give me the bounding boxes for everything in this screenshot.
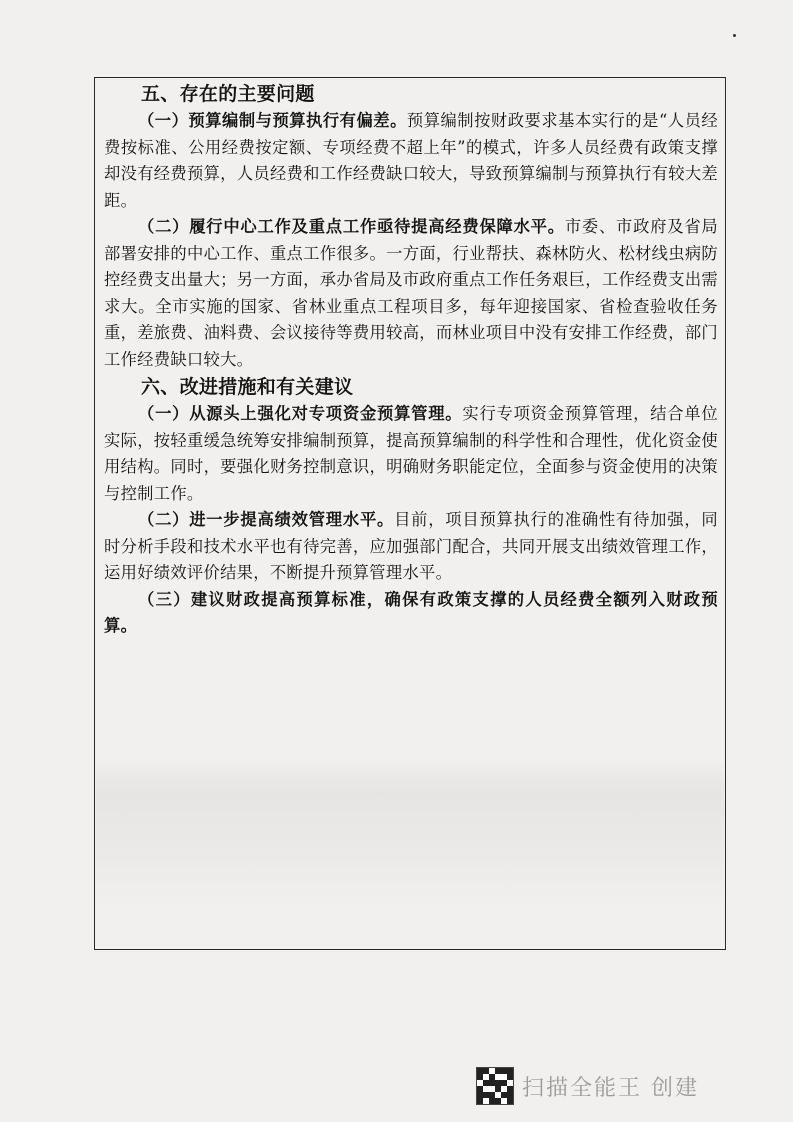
paragraph-text: 实行专项资金预算管理，结合单位实际，按轻重缓急统筹安排编制预算，提高预算编制的科学性和合理性，优化资金使用结构。同时，要强化财务控制意识，明确财务职能定位，全面参与资金使用的决策与控制工作。 [104, 404, 718, 503]
qr-code-icon [476, 1067, 514, 1105]
paragraph-lead: （二）履行中心工作及重点工作亟待提高经费保障水平。 [138, 217, 565, 236]
paragraph-text: 市委、市政府及省局部署安排的中心工作、重点工作很多。一方面，行业帮扶、森林防火、松材线虫病防控经费支出量大；另一方面，承办省局及市政府重点工作任务艰巨，工作经费支出需求大。全市实施的国家、省林业重点工程项目多，每年迎接国家、省检查验收任务重，差旅费、油料费、会议接待等费用较高，而林业项目中没有安排工作经费，部门工作经费缺口较大。 [104, 217, 718, 369]
watermark-text: 扫描全能王 创建 [522, 1075, 699, 1101]
paragraph-lead: （一）预算编制与预算执行有偏差。 [138, 111, 407, 130]
paragraph-lead: （三）建议财政提高预算标准，确保有政策支撑的人员经费全额列入财政预算。 [104, 589, 718, 635]
paragraph-text: 预算编制按财政要求基本实行的是“人员经费按标准、公用经费按定额、专项经费不超上年”的模式，许多人员经费有政策支撑却没有经费预算，人员经费和工作经费缺口较大，导致预算编制与预算执行有较大差距。 [104, 111, 718, 210]
section-heading-problems: 五、存在的主要问题 [141, 83, 315, 105]
paragraph-special-funds [104, 401, 718, 507]
paragraph-text: 目前，项目预算执行的准确性有待加强，同时分析手段和技术水平也有待完善，应加强部门配合，共同开展支出绩效管理工作，运用好绩效评价结果，不断提升预算管理水平。 [104, 510, 718, 582]
scanner-watermark [476, 1067, 699, 1105]
bleed-through-shadow [96, 760, 724, 910]
paragraph-lead: （二）进一步提高绩效管理水平。 [138, 510, 395, 529]
section-heading-improvements: 六、改进措施和有关建议 [141, 376, 354, 398]
paragraph-performance-management [104, 507, 718, 587]
document-body [104, 80, 718, 640]
scan-speck [733, 34, 736, 37]
paragraph-budget-standard [104, 587, 718, 640]
paragraph-funding-guarantee [104, 214, 718, 373]
paragraph-budget-deviation [104, 108, 718, 214]
paragraph-lead: （一）从源头上强化对专项资金预算管理。 [138, 404, 463, 423]
